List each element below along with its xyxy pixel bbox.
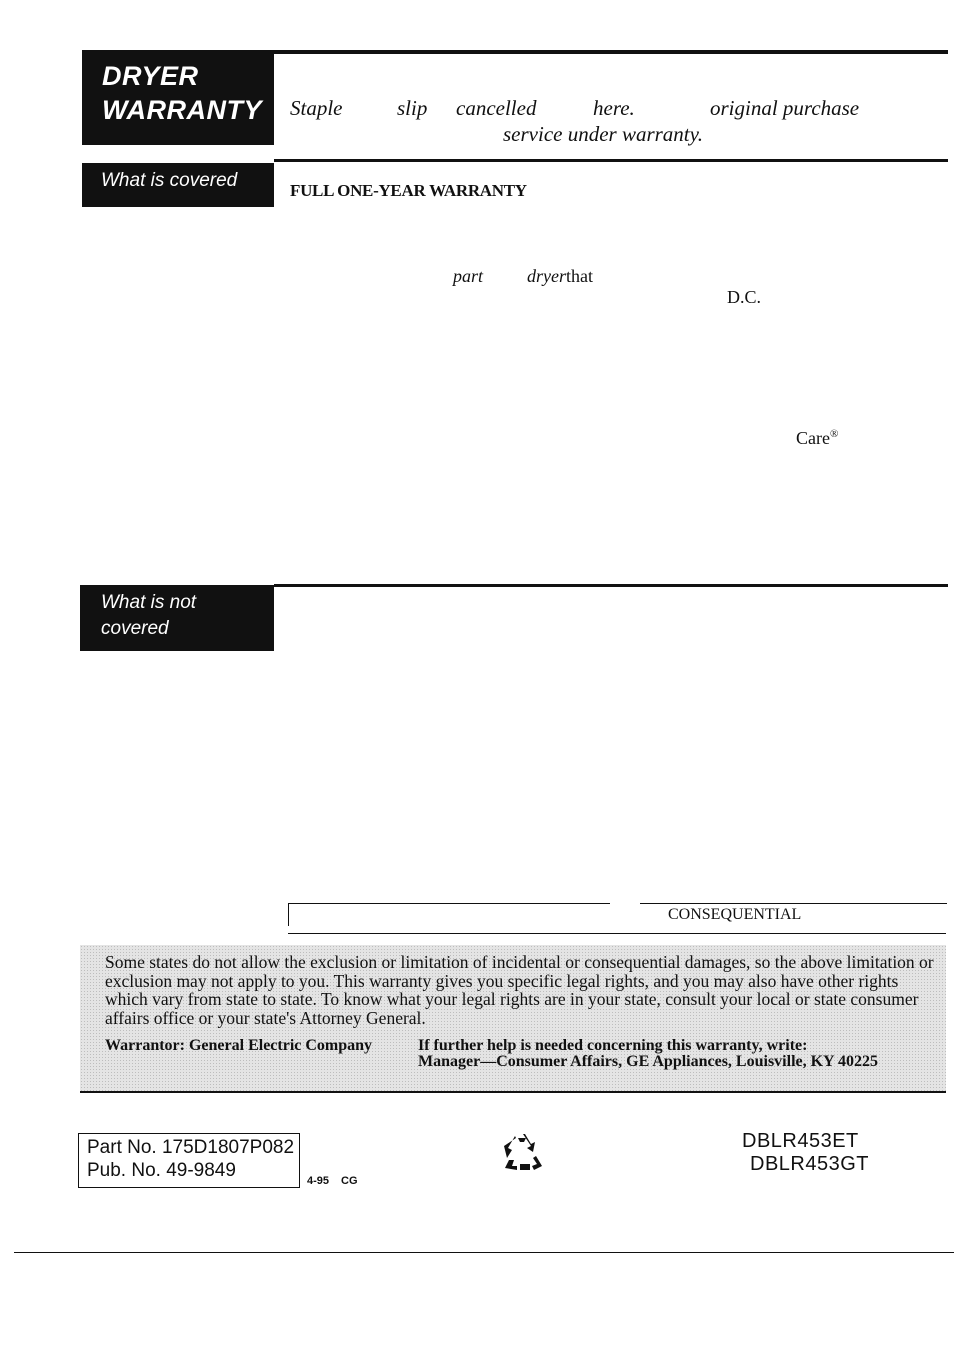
recycle-icon bbox=[500, 1130, 546, 1176]
header-word-slip: slip bbox=[397, 96, 428, 120]
publication-number: Pub. No. 49-9849 bbox=[87, 1160, 236, 1181]
not-covered-word-consequential: CONSEQUENTIAL bbox=[668, 906, 802, 923]
help-line2: Manager—Consumer Affairs, GE Appliances, Louisville, KY 40225 bbox=[418, 1053, 879, 1070]
page-title-line1: DRYER bbox=[102, 61, 199, 91]
warrantor-line: Warrantor: General Electric Company bbox=[105, 1037, 373, 1054]
header-bottom-rule bbox=[274, 159, 948, 162]
consequential-rule-left bbox=[288, 903, 610, 904]
cg-code: CG bbox=[341, 1175, 358, 1187]
header-word-service: service under warranty. bbox=[503, 122, 704, 146]
model-number-2: DBLR453GT bbox=[750, 1153, 869, 1175]
covered-word-care-text: Care bbox=[796, 428, 830, 448]
section-label-not-covered-line2: covered bbox=[101, 618, 169, 639]
section-label-not-covered bbox=[80, 585, 274, 651]
covered-word-dryer: dryer bbox=[527, 266, 566, 286]
part-number-box bbox=[78, 1133, 300, 1188]
page-title-line2: WARRANTY bbox=[102, 95, 262, 125]
consequential-rule-right bbox=[640, 903, 947, 904]
model-numbers bbox=[742, 1130, 954, 1176]
covered-word-dc: D.C. bbox=[727, 287, 762, 307]
state-rights-notice bbox=[80, 945, 946, 1093]
header-word-original-purchase: original purchase bbox=[710, 96, 860, 120]
covered-word-care bbox=[796, 428, 838, 449]
part-number: Part No. 175D1807P082 bbox=[87, 1137, 295, 1158]
consequential-rule-bottom bbox=[288, 933, 946, 934]
header-word-cancelled: cancelled bbox=[456, 96, 537, 120]
section-rule-not-covered bbox=[274, 584, 948, 587]
date-code: 4-95 bbox=[307, 1175, 330, 1187]
registered-mark: ® bbox=[829, 428, 839, 440]
help-line1: If further help is needed concerning this warranty, write: bbox=[418, 1037, 808, 1054]
model-number-1: DBLR453ET bbox=[742, 1130, 859, 1152]
covered-heading: FULL ONE-YEAR WARRANTY bbox=[290, 181, 527, 200]
covered-word-that: that bbox=[566, 266, 593, 286]
covered-word-part: part bbox=[453, 266, 484, 286]
page-title-block bbox=[82, 53, 274, 145]
state-rights-paragraph: Some states do not allow the exclusion or limitation of incidental or consequential damages, so the above limitation or exclusion may not apply to you. This warranty gives you specific legal rights, and you may also have other rights which vary from state to state. To know what your legal rights are in your state, consult your local or state consumer affairs office or your state's Attorney General. bbox=[105, 952, 934, 1028]
header-word-here: here. bbox=[593, 96, 635, 120]
consequential-tick bbox=[288, 904, 289, 926]
header-word-staple: Staple bbox=[290, 96, 343, 120]
section-label-covered bbox=[82, 163, 274, 207]
page-bottom-rule bbox=[14, 1252, 954, 1253]
section-label-covered-text: What is covered bbox=[101, 170, 238, 191]
section-label-not-covered-line1: What is not bbox=[101, 592, 197, 613]
